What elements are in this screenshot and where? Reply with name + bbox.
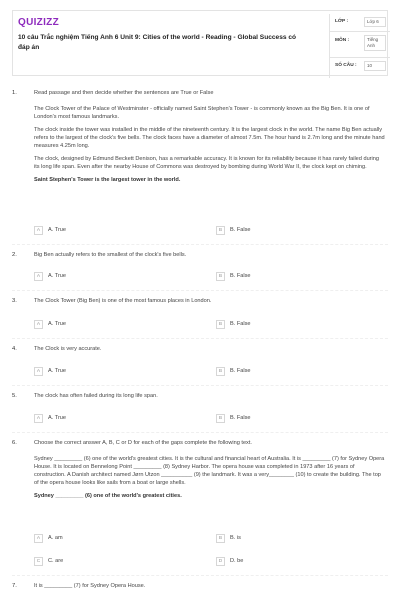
meta-count-row <box>330 58 390 76</box>
question-number: 5. <box>12 393 17 399</box>
option-letter-box: A <box>34 367 43 376</box>
option-letter-box: B <box>216 226 225 235</box>
divider <box>12 338 388 339</box>
option-label: D. be <box>230 558 244 564</box>
option-label: C. are <box>48 558 64 564</box>
meta-subject-label: MÔN : <box>335 38 350 43</box>
question-statement: The Clock Tower (Big Ben) is one of the most famous places in London. <box>34 298 212 304</box>
divider <box>12 290 388 291</box>
question-statement: Saint Stephen's Tower is the largest tower in the world. <box>34 176 181 183</box>
option-letter-box: A <box>34 272 43 281</box>
option-label: A. True <box>48 321 67 327</box>
option-letter-box: B <box>216 534 225 543</box>
question-statement: The clock has often failed during its long life span. <box>34 393 158 399</box>
meta-count-value: 10 <box>364 61 386 71</box>
option-letter-box: A <box>34 320 43 329</box>
question-number: 3. <box>12 298 17 304</box>
question-instruction: Read passage and then decide whether the sentences are True or False <box>34 90 214 96</box>
option-label: B. False <box>230 368 251 374</box>
question-number: 6. <box>12 440 17 446</box>
question-number: 4. <box>12 346 17 352</box>
meta-class-row <box>330 14 390 32</box>
option-label: B. False <box>230 321 251 327</box>
divider <box>12 385 388 386</box>
question-body <box>34 346 386 359</box>
question-body <box>34 440 386 506</box>
question-body <box>34 90 386 189</box>
meta-subject-row <box>330 32 390 58</box>
option-label: A. True <box>48 415 67 421</box>
option-letter-box: A <box>34 534 43 543</box>
passage-paragraph-2: The clock inside the tower was installed in the middle of the nineteenth century. It is the largest clock in the world. The name Big Ben actually refers to the largest of the clock's five bells. The clock faces have a diameter of almost 7.5m. The hour hand is 2.7m long and the minute hand measures 4.25m long. <box>34 126 385 149</box>
worksheet-title: 10 câu Trắc nghiệm Tiếng Anh 6 Unit 9: Cities of the world - Reading - Global Success có đáp án <box>18 34 297 51</box>
question-number: 7. <box>12 583 17 589</box>
passage-paragraph: Sydney _________ (6) one of the world's greatest cities. It is the cultural and financial heart of Australia. It is _________ (7) for Sydney Opera House. It is located on Bennelong Point _________ (8) Sydney Harbor. The opera house was completed in 1973 after 16 years of construction. A Danish architect named Jørn Utzon __________ (9) the landmark. It was a very________ (10) to create the building. The top of the opera house looks like sails from a boat or large shells. <box>34 455 385 486</box>
option-letter-box: B <box>216 367 225 376</box>
option-label: A. True <box>48 273 67 279</box>
option-label: A. True <box>48 227 67 233</box>
question-body <box>34 583 386 596</box>
option-letter-box: A <box>34 226 43 235</box>
question-statement: Big Ben actually refers to the smallest of the clock's five bells. <box>34 252 187 258</box>
question-body <box>34 298 386 311</box>
passage-paragraph-1: The Clock Tower of the Palace of Westminster - officially named Saint Stephen's Tower - is commonly known as the Big Ben. It is one of London's most famous landmarks. <box>34 105 370 120</box>
option-letter-box: B <box>216 414 225 423</box>
meta-class-label: LỚP : <box>335 19 349 24</box>
meta-count-label: SỐ CÂU : <box>335 63 357 68</box>
worksheet-header <box>12 10 388 76</box>
passage-paragraph-3: The clock, designed by Edmund Beckett Denison, has a remarkable accuracy. It is known for its reliability because it has rarely failed during its long life span. Even after the nearby House of Commons was destroyed by bombing during World War II, the clock kept on chiming. <box>34 155 380 170</box>
question-instruction: Choose the correct answer A, B, C or D for each of the gaps complete the following text. <box>34 440 252 446</box>
option-letter-box: B <box>216 272 225 281</box>
quizizz-logo: QUIZIZZ <box>18 17 59 28</box>
question-statement: The Clock is very accurate. <box>34 346 102 352</box>
divider <box>12 244 388 245</box>
option-letter-box: A <box>34 414 43 423</box>
question-number: 2. <box>12 252 17 258</box>
option-label: A. am <box>48 535 63 541</box>
question-number: 1. <box>12 90 17 96</box>
option-label: B. False <box>230 415 251 421</box>
option-letter-box: B <box>216 320 225 329</box>
divider <box>12 432 388 433</box>
meta-panel <box>329 14 389 78</box>
question-statement: Sydney _________ (6) one of the world's greatest cities. <box>34 492 182 499</box>
meta-subject-value: Tiếng Anh <box>364 35 386 51</box>
question-statement: It is _________ (7) for Sydney Opera House. <box>34 583 146 589</box>
question-body <box>34 393 386 406</box>
option-label: B. False <box>230 273 251 279</box>
option-label: B. is <box>230 535 241 541</box>
option-letter-box: D <box>216 557 225 566</box>
question-body <box>34 252 386 265</box>
option-letter-box: C <box>34 557 43 566</box>
option-label: A. True <box>48 368 67 374</box>
option-label: B. False <box>230 227 251 233</box>
divider <box>12 575 388 576</box>
meta-class-value: Lớp 6 <box>364 17 386 27</box>
